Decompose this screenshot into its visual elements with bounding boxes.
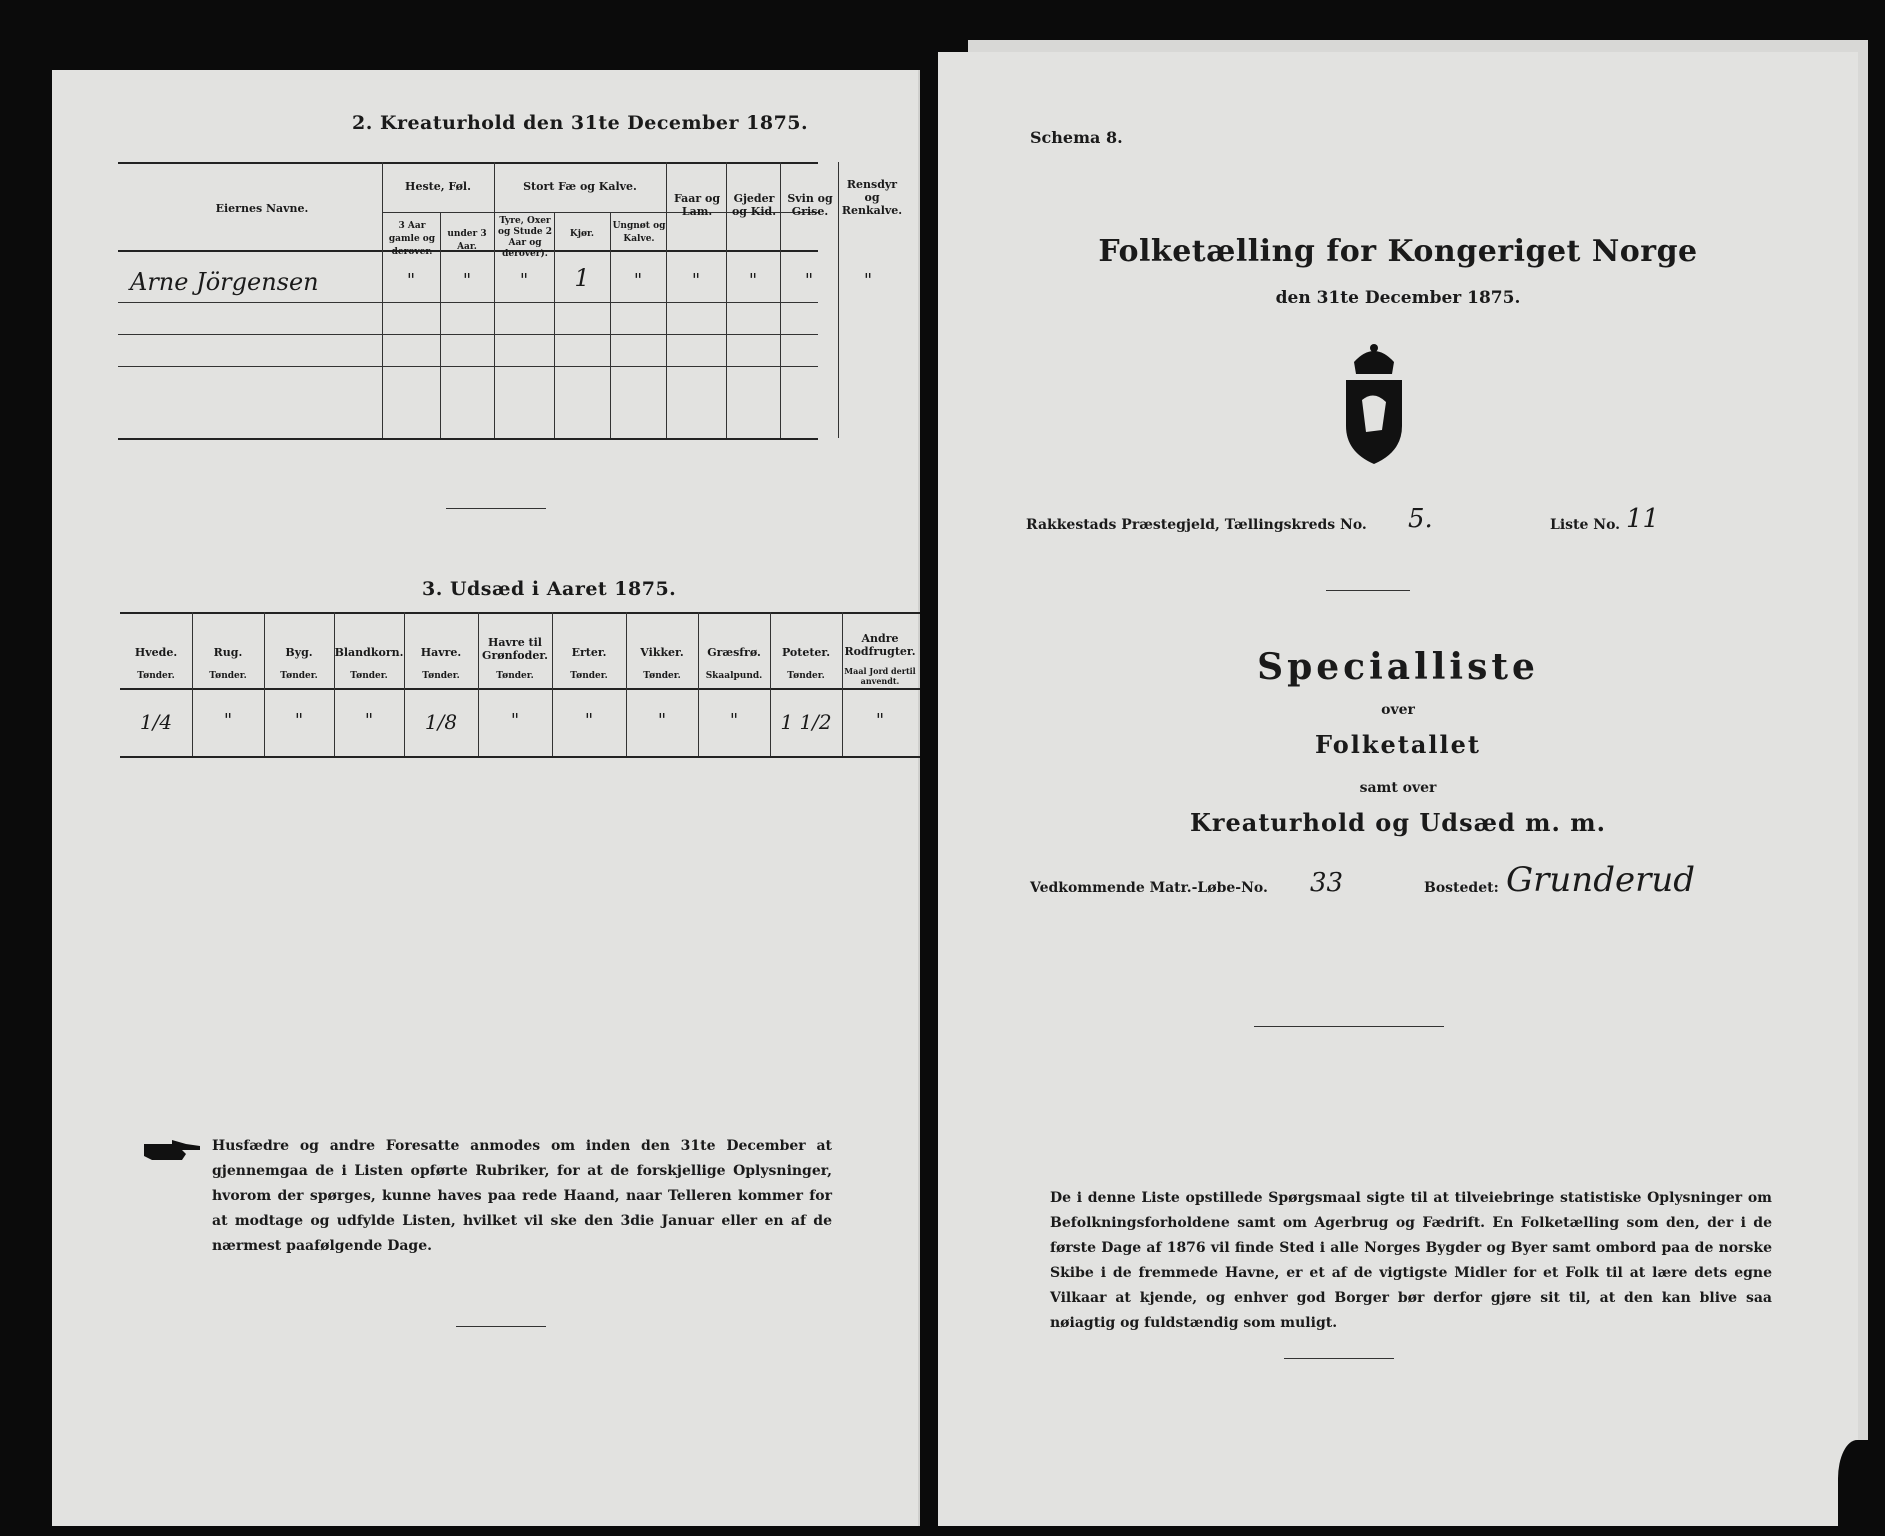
udsaed-header: Vikker.: [640, 646, 684, 659]
kreatur-value: ": [748, 270, 758, 291]
table2-top-rule: [118, 162, 818, 164]
table3-top-rule: [120, 612, 920, 614]
divider: [1284, 1358, 1394, 1359]
divider: [1254, 1026, 1444, 1027]
header-faar: Faar og Lam.: [673, 192, 721, 218]
header-stort-c: Ungnøt og Kalve.: [612, 221, 666, 244]
binding-shadow: [1838, 1440, 1885, 1536]
header-heste-a: 3 Aar gamle og derover.: [388, 221, 436, 257]
udsaed-value: ": [584, 710, 594, 731]
table2-bottom-rule: [118, 438, 818, 440]
kreaturhold-heading: Kreaturhold og Udsæd m. m.: [1190, 808, 1606, 837]
udsaed-value: ": [510, 710, 520, 731]
header-stort-a: Tyre, Oxer og Stude 2 Aar og derover).: [497, 216, 553, 259]
liste-label: Liste No.: [1550, 517, 1621, 533]
udsaed-unit: Maal Jord dertil anvendt.: [844, 666, 916, 686]
udsaed-unit: Tønder.: [787, 671, 825, 681]
right-note: De i denne Liste opstillede Spørgsmaal sigte til at tilveiebringe statistiske Oplysninger om Befolkningsforholdene samt om Agerbrug og Fædrift. En Folketælling som den, der i de første Dage af 1876 vil finde Sted i alle Norges Bygder og Byer samt ombord paa de norske Skibe i de fremmede Havne, er et af de vigtigste Midler for et Folk til at lære dets egne Vilkaar at kjende, og enhver god Borger bør derfor gjøre sit til, at den kan blive saa nøiagtig og fuldstændig som muligt.: [1050, 1190, 1772, 1331]
bostedet-label: Bostedet:: [1424, 880, 1499, 896]
pointing-hand-icon: [142, 1138, 202, 1164]
udsaed-header: Blandkorn.: [334, 646, 404, 659]
liste-value: 11: [1626, 504, 1660, 534]
udsaed-value: 1/8: [424, 710, 458, 734]
main-title: Folketælling for Kongeriget Norge: [1098, 234, 1698, 269]
udsaed-value: ": [294, 710, 304, 731]
district-label: Rakkestads Præstegjeld, Tællingskreds No.: [1026, 517, 1367, 533]
udsaed-value: ": [875, 710, 885, 731]
table3-bottom-rule: [120, 756, 920, 758]
kreatur-value: ": [691, 270, 701, 291]
udsaed-header: Hvede.: [134, 646, 178, 659]
kreatur-value: ": [462, 270, 472, 291]
kreatur-value: ": [633, 270, 643, 291]
folketallet-heading: Folketallet: [1315, 730, 1481, 759]
matr-label: Vedkommende Matr.-Løbe-No.: [1030, 880, 1268, 896]
udsaed-header: Havre til Grønfoder.: [482, 636, 548, 662]
udsaed-header: Byg.: [285, 646, 313, 659]
owner-name: Arne Jörgensen: [130, 268, 319, 296]
udsaed-value: 1/4: [139, 710, 173, 734]
over-label: over: [1381, 702, 1415, 718]
district-value: 5.: [1408, 504, 1433, 534]
header-stort-b: Kjør.: [569, 229, 595, 239]
udsaed-unit: Tønder.: [137, 671, 175, 681]
udsaed-header: Havre.: [420, 646, 462, 659]
section3-title: 3. Udsæd i Aaret 1875.: [422, 578, 677, 600]
header-heste: Heste, Føl.: [405, 180, 471, 193]
kreatur-value: 1: [574, 264, 590, 292]
divider: [446, 508, 546, 509]
udsaed-value: ": [729, 710, 739, 731]
section2-title: 2. Kreaturhold den 31te December 1875.: [352, 112, 809, 134]
kreatur-value: ": [804, 270, 814, 291]
norway-coat-of-arms-icon: [1334, 340, 1414, 466]
divider: [456, 1326, 546, 1327]
udsaed-header: Erter.: [571, 646, 607, 659]
left-page: [52, 70, 920, 1526]
header-heste-b: under 3 Aar.: [447, 229, 487, 252]
bostedet-value: Grunderud: [1506, 860, 1696, 900]
matr-value: 33: [1310, 868, 1344, 898]
udsaed-header: Rug.: [213, 646, 243, 659]
udsaed-unit: Tønder.: [496, 671, 534, 681]
udsaed-unit: Tønder.: [570, 671, 608, 681]
right-page: [938, 52, 1858, 1526]
left-note: Husfædre og andre Foresatte anmodes om inden den 31te December at gjennemgaa de i Listen opførte Rubriker, for at de forskjellige Oplysninger, hvorom der spørges, kunne haves paa rede Haand, naar Telleren kommer for at modtage og udfylde Listen, hvilket vil ske den 3die Januar eller en af de nærmest paafølgende Dage.: [212, 1138, 832, 1254]
udsaed-value: ": [657, 710, 667, 731]
divider: [1326, 590, 1410, 591]
samt-over-label: samt over: [1359, 780, 1437, 796]
kreatur-value: ": [863, 270, 873, 291]
udsaed-header: Poteter.: [781, 646, 831, 659]
udsaed-value: 1 1/2: [780, 710, 832, 734]
udsaed-unit: Tønder.: [422, 671, 460, 681]
udsaed-value: ": [364, 710, 374, 731]
header-svin: Svin og Grise.: [787, 192, 833, 218]
schema-label: Schema 8.: [1030, 128, 1123, 147]
udsaed-unit: Tønder.: [350, 671, 388, 681]
udsaed-unit: Tønder.: [209, 671, 247, 681]
header-gjeder: Gjeder og Kid.: [731, 192, 777, 218]
specialliste-heading: Specialliste: [1257, 646, 1539, 688]
kreatur-value: ": [519, 270, 529, 291]
udsaed-unit: Tønder.: [280, 671, 318, 681]
main-subtitle: den 31te December 1875.: [1275, 288, 1521, 308]
udsaed-unit: Tønder.: [643, 671, 681, 681]
udsaed-unit: Skaalpund.: [705, 671, 763, 681]
udsaed-header: Græsfrø.: [707, 646, 761, 659]
header-owner: Eiernes Navne.: [215, 202, 309, 215]
header-rensdyr: Rensdyr og Renkalve.: [841, 178, 903, 217]
udsaed-header: Andre Rodfrugter.: [844, 632, 916, 658]
udsaed-value: ": [223, 710, 233, 731]
header-stort: Stort Fæ og Kalve.: [523, 180, 637, 193]
kreatur-value: ": [406, 270, 416, 291]
